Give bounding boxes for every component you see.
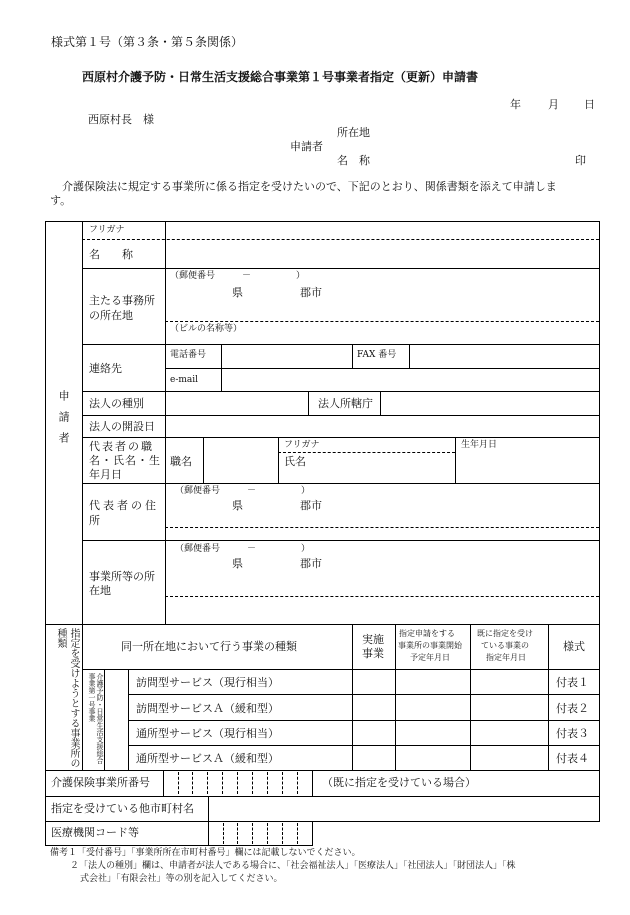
rep-label-line1: 代表者の職	[89, 440, 154, 453]
addressee: 西原村長 様	[88, 113, 154, 126]
start-date-col-line2: 事業所の事業開始	[398, 641, 462, 650]
rep-label-line3: 年月日	[89, 468, 122, 481]
service-form-3: 付表３	[556, 727, 589, 740]
applicant-address-label: 所在地	[337, 126, 370, 139]
prefecture-1: 県	[232, 286, 243, 299]
service-type-side-label: 指定を受けようとする事業所の種類	[55, 628, 79, 768]
tel-label: 電話番号	[170, 350, 207, 360]
name-label: 名 称	[89, 248, 133, 261]
service-group-label: 介護予防・日常生活支援総合事業第一号事業	[88, 673, 104, 764]
other-municipality-label: 指定を受けている他市町村名	[51, 802, 194, 815]
service-form-1: 付表１	[556, 676, 589, 689]
rep-address-line1: 代表者の住	[89, 499, 159, 512]
note-1: 備考１「受付番号」「事業所所在市町村番号」欄には記載しないでください。	[50, 848, 361, 858]
service-form-4: 付表４	[556, 752, 589, 765]
service-header: 同一所在地において行う事業の種類	[121, 640, 297, 653]
office-label-line2: の所在地	[89, 309, 133, 322]
medical-code-label: 医療機関コード等	[51, 826, 139, 839]
insurance-number-note: （既に指定を受けている場合）	[322, 776, 476, 789]
email-label: e-mail	[170, 375, 199, 385]
city-1: 郡市	[300, 286, 322, 299]
existing-col-line1: 既に指定を受け	[477, 629, 533, 638]
corp-authority-label: 法人所轄庁	[318, 397, 373, 410]
start-date-col-line3: 予定年月日	[410, 653, 450, 662]
form-number: 様式第１号（第３条・第５条関係）	[51, 35, 244, 49]
applicant-label: 申請者	[290, 140, 323, 153]
city-2: 郡市	[300, 499, 322, 512]
birth-date-label: 生年月日	[461, 440, 498, 450]
date-year: 年	[510, 98, 521, 111]
corp-founded-label: 法人の開設日	[89, 420, 155, 433]
service-row-3: 通所型サービス（現行相当）	[136, 727, 279, 740]
page-title: 西原村介護予防・日常生活支援総合事業第１号事業者指定（更新）申請書	[82, 70, 479, 84]
existing-col-line3: 指定年月日	[486, 653, 526, 662]
seal-mark: 印	[575, 154, 586, 167]
service-row-2: 訪問型サービスＡ（緩和型）	[136, 702, 279, 715]
building-name: （ビルの名称等）	[170, 324, 243, 334]
implemented-column: 実施事業	[362, 633, 384, 660]
insurance-number-label: 介護保険事業所番号	[51, 776, 150, 789]
furigana-label: フリガナ	[89, 225, 125, 235]
postal-code-2: （郵便番号 － ）	[175, 486, 311, 496]
rep-label-line2: 名・氏名・生	[89, 454, 161, 467]
job-title-label: 職名	[170, 455, 192, 468]
site-address-line1: 事業所等の所	[89, 570, 155, 583]
city-3: 郡市	[300, 557, 322, 570]
office-label-line1: 主たる事務所	[89, 294, 155, 307]
intro-line-1: 介護保険法に規定する事業所に係る指定を受けたいので、下記のとおり、関係書類を添えて申請しま	[62, 180, 557, 193]
prefecture-3: 県	[232, 557, 243, 570]
date-month: 月	[548, 98, 559, 111]
intro-line-2: す。	[50, 194, 72, 207]
prefecture-2: 県	[232, 499, 243, 512]
site-address-line2: 在地	[89, 584, 111, 597]
service-row-1: 訪問型サービス（現行相当）	[136, 676, 279, 689]
rep-address-line2: 所	[89, 514, 100, 527]
corp-type-label: 法人の種別	[89, 397, 144, 410]
date-day: 日	[584, 98, 595, 111]
applicant-name-label: 名 称	[337, 154, 370, 167]
applicant-side-label: 申請者	[57, 390, 71, 453]
contact-label: 連絡先	[89, 362, 122, 375]
postal-code-3: （郵便番号 － ）	[175, 544, 311, 554]
furigana-label-2: フリガナ	[284, 440, 320, 450]
service-row-4: 通所型サービスＡ（緩和型）	[136, 752, 279, 765]
postal-code-1: （郵便番号 － ）	[170, 271, 306, 281]
note-2: ２「法人の種別」欄は、申請者が法人である場合に、「社会福祉法人」「医療法人」「社団法人」「財団法人」「株	[70, 861, 516, 871]
note-3: 式会社」「有限会社」等の別を記入してください。	[80, 874, 283, 884]
form-column: 様式	[563, 640, 585, 653]
service-form-2: 付表２	[556, 702, 589, 715]
fax-label: FAX 番号	[357, 350, 397, 360]
person-name-label: 氏名	[284, 455, 306, 468]
existing-col-line2: ている事業の	[481, 641, 529, 650]
start-date-col-line1: 指定申請をする	[399, 629, 455, 638]
